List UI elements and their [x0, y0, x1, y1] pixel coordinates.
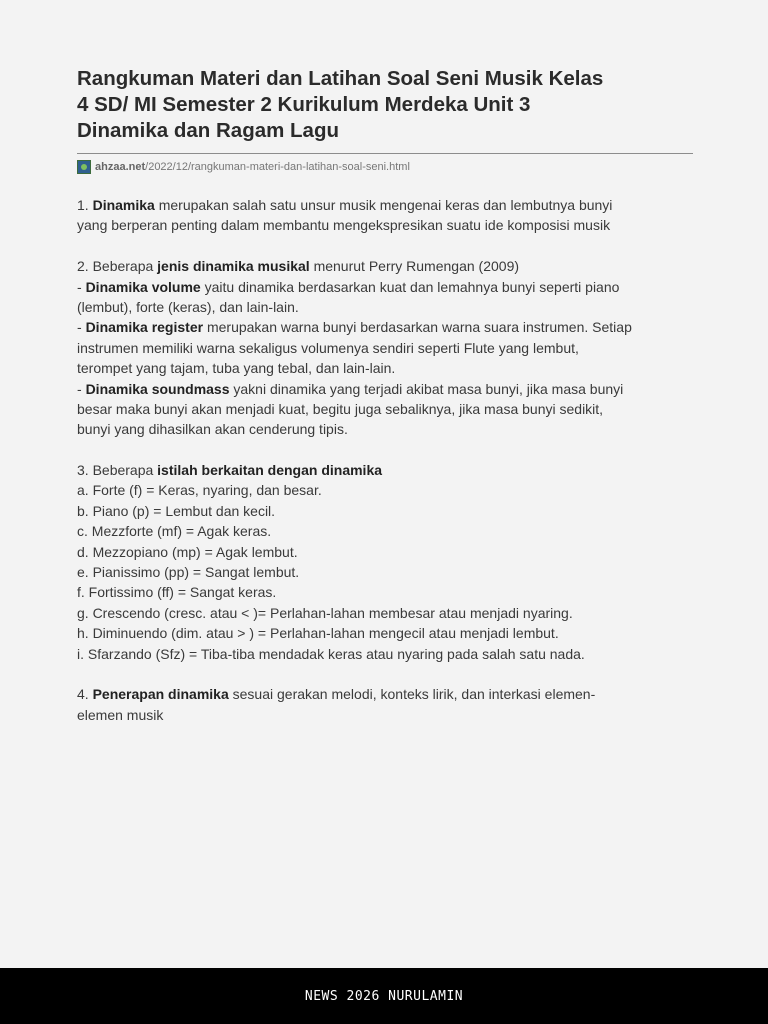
list-item: c. Mezzforte (mf) = Agak keras. — [77, 523, 272, 540]
title-line: Rangkuman Materi dan Latihan Soal Seni Musik Kelas — [77, 67, 604, 90]
list-item: d. Mezzopiano (mp) = Agak lembut. — [77, 543, 298, 560]
section-heading: 2. Beberapa jenis dinamika musikal menurut Perry Rumengan (2009) — [77, 258, 520, 275]
article-body — [77, 195, 697, 725]
source-link[interactable] — [77, 159, 410, 175]
footer-text: NEWS 2026 NURULAMIN — [304, 988, 464, 1004]
list-item: e. Pianissimo (pp) = Sangat lembut. — [77, 564, 300, 581]
list-item: b. Piano (p) = Lembut dan kecil. — [77, 502, 276, 519]
list-item: h. Diminuendo (dim. atau > ) = Perlahan-lahan mengecil atau menjadi lembut. — [77, 625, 559, 642]
list-item: - Dinamika register merupakan warna bunyi berdasarkan warna suara instrumen. Setiap — [77, 319, 632, 336]
footer-banner — [0, 968, 768, 1024]
paragraph-line: (lembut), forte (keras), dan lain-lain. — [77, 298, 299, 315]
title-line: Dinamika dan Ragam Lagu — [77, 119, 340, 142]
section-heading: 4. Penerapan dinamika sesuai gerakan melodi, konteks lirik, dan interkasi elemen- — [77, 686, 596, 703]
source-path[interactable]: /2022/12/rangkuman-materi-dan-latihan-soal-seni.html — [145, 161, 410, 173]
list-item: f. Fortissimo (ff) = Sangat keras. — [77, 584, 277, 601]
section-heading: 3. Beberapa istilah berkaitan dengan dinamika — [77, 462, 383, 479]
list-item: g. Crescendo (cresc. atau < )= Perlahan-lahan membesar atau menjadi nyaring. — [77, 604, 573, 621]
paragraph-line: bunyi yang dihasilkan akan cenderung tipis. — [77, 421, 348, 438]
page-title — [77, 66, 697, 144]
title-divider — [77, 153, 693, 154]
list-item: i. Sfarzando (Sfz) = Tiba-tiba mendadak keras atau nyaring pada salah satu nada. — [77, 645, 585, 662]
paragraph-line: elemen musik — [77, 706, 164, 723]
paragraph-line: besar maka bunyi akan menjadi kuat, begitu juga sebaliknya, jika masa bunyi sedikit, — [77, 400, 604, 417]
paragraph-line: yang berperan penting dalam membantu mengekspresikan suatu ide komposisi musik — [77, 217, 611, 234]
paragraph-line: instrumen memiliki warna sekaligus volumenya sendiri seperti Flute yang lembut, — [77, 339, 579, 356]
title-line: 4 SD/ MI Semester 2 Kurikulum Merdeka Unit 3 — [77, 93, 531, 116]
list-item: - Dinamika volume yaitu dinamika berdasarkan kuat dan lemahnya bunyi seperti piano — [77, 278, 620, 295]
paragraph-line: 1. Dinamika merupakan salah satu unsur musik mengenai keras dan lembutnya bunyi — [77, 197, 613, 213]
paragraph-line: terompet yang tajam, tuba yang tebal, dan lain-lain. — [77, 360, 396, 377]
list-item: - Dinamika soundmass yakni dinamika yang terjadi akibat masa bunyi, jika masa bunyi — [77, 380, 624, 397]
list-item: a. Forte (f) = Keras, nyaring, dan besar. — [77, 482, 322, 499]
site-favicon-icon — [77, 160, 91, 174]
source-host[interactable]: ahzaa.net — [95, 161, 146, 173]
